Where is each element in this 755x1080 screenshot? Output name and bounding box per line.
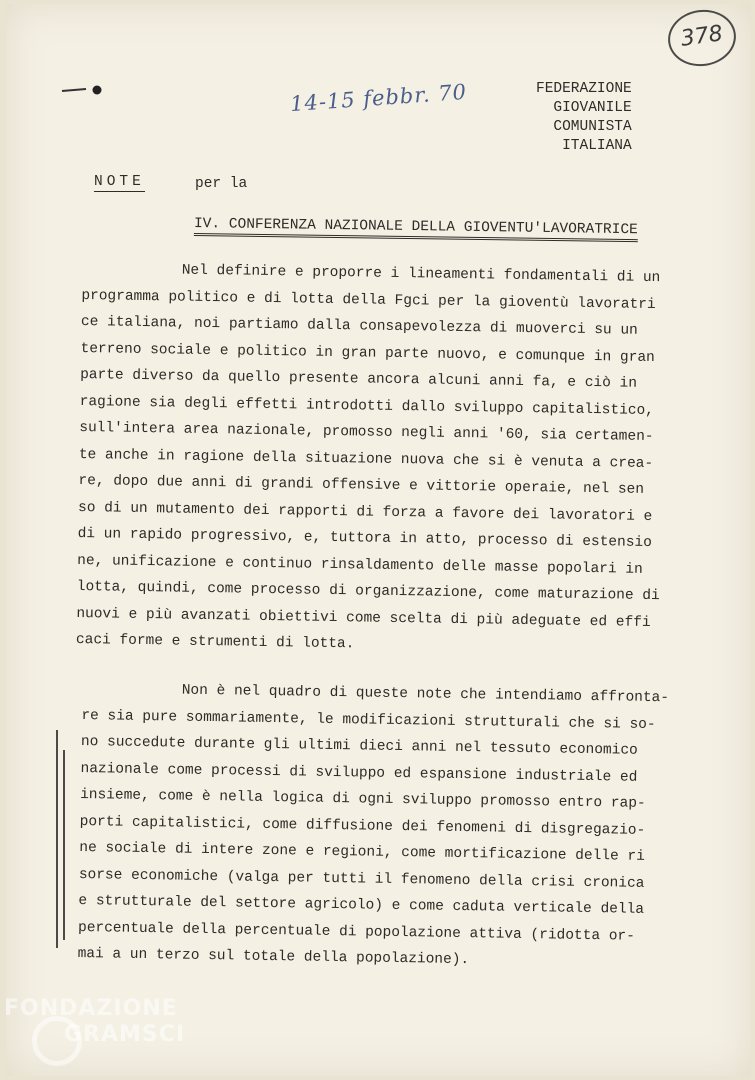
watermark-line: FONDAZIONE xyxy=(4,996,178,1021)
paragraph-2 xyxy=(77,676,700,977)
text-line: insieme, come è nella logica di ogni sviluppo promosso entro rap- xyxy=(80,786,646,812)
text-line: percentuale della percentuale di popolazione attiva (ridotta or- xyxy=(77,919,635,945)
org-line: COMUNISTA xyxy=(553,119,632,135)
text-line: ragione sia degli effetti introdotti dallo sviluppo capitalistico, xyxy=(79,393,655,419)
watermark-line: GRAMSCI xyxy=(64,1022,186,1047)
archive-number-stamp: 378 xyxy=(664,6,739,71)
watermark-logo xyxy=(4,994,204,1064)
org-line: FEDERAZIONE xyxy=(536,81,632,97)
text-line: programma politico e di lotta della Fgci per la gioventù lavoratri xyxy=(81,287,656,313)
text-line: e strutturale del settore agricolo) e come caduta verticale della xyxy=(78,892,645,918)
text-line: te anche in ragione della situazione nuova che si è venuta a crea- xyxy=(78,446,654,472)
margin-mark xyxy=(63,750,65,940)
text-line: Nel definire e proporre i lineamenti fondamentali di un xyxy=(181,262,661,287)
text-line: lotta, quindi, come processo di organizzazione, come maturazione di xyxy=(76,578,660,605)
text-line: Non è nel quadro di queste note che intendiamo affronta- xyxy=(181,682,670,707)
punch-mark-icon xyxy=(60,84,104,96)
text-line: sull'intera area nazionale, promosso negli anni '60, sia certamen- xyxy=(79,419,654,445)
text-line: so di un mutamento dei rapporti di forza a favore dei lavoratori e xyxy=(77,499,653,525)
paragraph-1 xyxy=(76,256,700,663)
text-line: no succedute durante gli ultimi dieci anni nel tessuto economico xyxy=(80,733,638,759)
note-per: per la xyxy=(195,176,248,192)
note-heading: NOTE xyxy=(94,174,145,190)
text-line: ce italiana, noi partiamo dalla consapevolezza di muoverci su un xyxy=(80,313,638,339)
text-line: nazionale come processi di sviluppo ed espansione industriale ed xyxy=(80,760,638,786)
text-line: porti capitalistici, come diffusione dei fenomeni di disgregazio- xyxy=(79,813,646,839)
text-line: parte diverso da quello presente ancora alcuni anni fa, e ciò in xyxy=(80,366,638,392)
text-line: sorse economiche (valga per tutti il fenomeno della crisi cronica xyxy=(78,866,645,892)
text-line: caci forme e strumenti di lotta. xyxy=(75,631,355,653)
text-line: di un rapido progressivo, e, tuttora in atto, processo di estensio xyxy=(77,525,652,551)
text-line: re, dopo due anni di grandi offensive e vittorie operaie, nel sen xyxy=(78,472,645,498)
org-line: GIOVANILE xyxy=(553,100,632,116)
organization-header xyxy=(536,80,632,156)
conference-title-text: IV. CONFERENZA NAZIONALE DELLA GIOVENTU'LAVORATRICE xyxy=(194,216,638,242)
text-line: terreno sociale e politico in gran parte nuovo, e comunque in gran xyxy=(80,340,655,366)
text-line: ne sociale di intere zone e regioni, come mortificazione delle ri xyxy=(79,839,645,865)
text-line: nuovi e più avanzati obiettivi come scelta di più adeguate ed effi xyxy=(76,605,651,631)
text-line: ne, unificazione e continuo rinsaldamento delle masse popolari in xyxy=(77,552,643,578)
text-line: mai a un terzo sul totale della popolazione). xyxy=(77,945,470,969)
margin-mark xyxy=(56,730,58,948)
handwritten-date: 14-15 febbr. 70 xyxy=(289,79,468,117)
text-line: re sia pure sommariamente, le modificazioni strutturali che si so- xyxy=(81,707,656,733)
org-line: ITALIANA xyxy=(562,138,632,154)
